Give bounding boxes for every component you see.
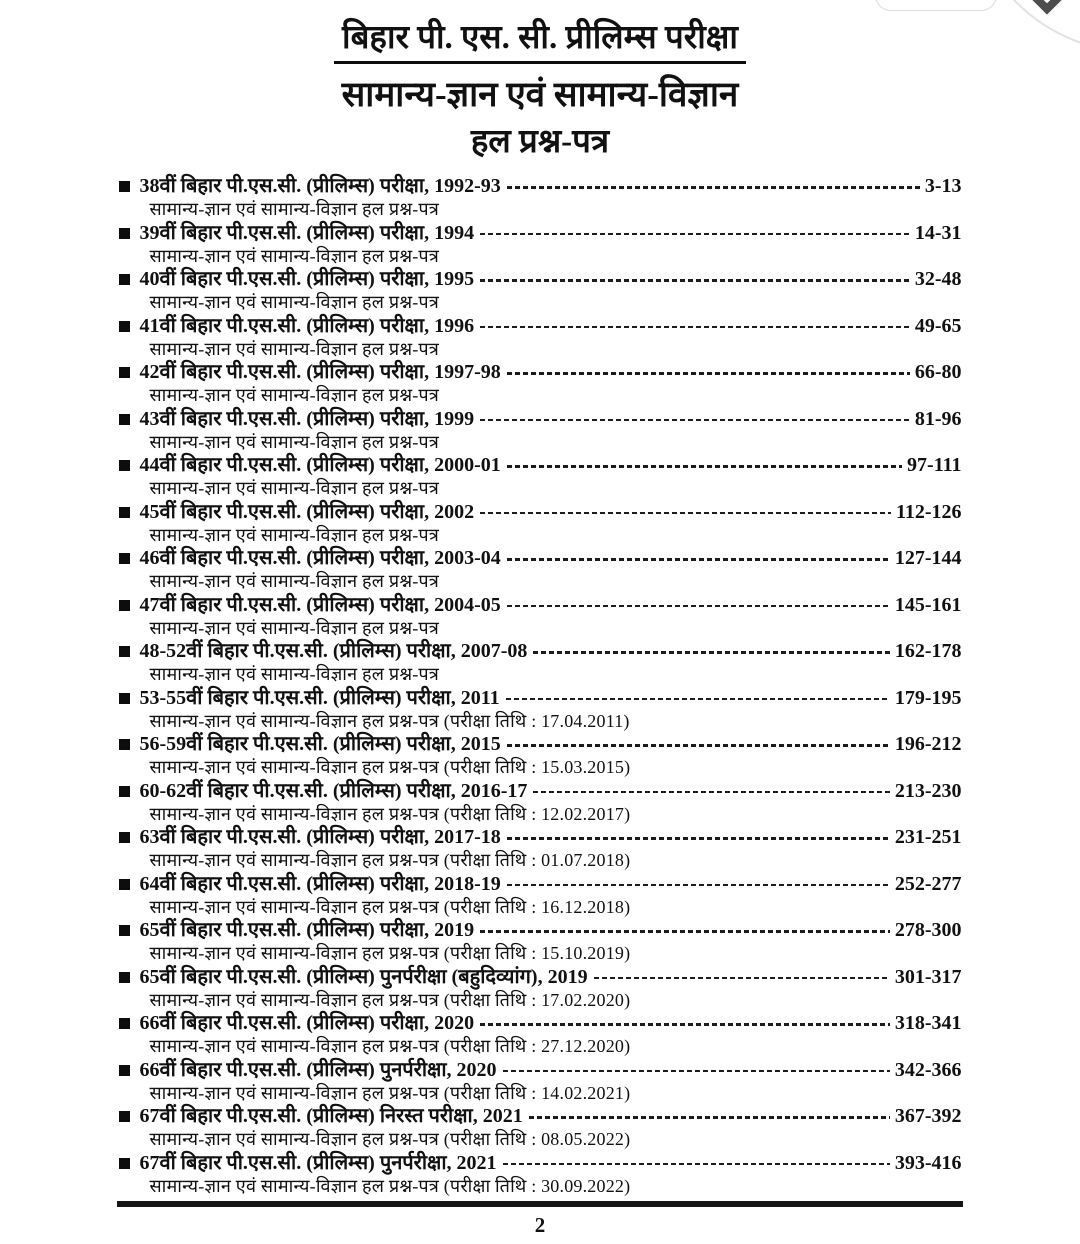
square-bullet-icon (119, 972, 130, 983)
entry-subtitle: सामान्य-ज्ञान एवं सामान्य-विज्ञान हल प्रश्न-पत्र (परीक्षा तिथि : 01.07.2018) (149, 850, 631, 870)
entry-subtitle: सामान्य-ज्ञान एवं सामान्य-विज्ञान हल प्रश्न-पत्र (149, 385, 439, 405)
toc-entry (119, 732, 962, 779)
entry-title: 48-52वीं बिहार पी.एस.सी. (प्रीलिम्स) परीक्षा, 2007-08 (139, 640, 528, 662)
entry-subtitle: सामान्य-ज्ञान एवं सामान्य-विज्ञान हल प्रश्न-पत्र (149, 524, 439, 545)
toc-list (119, 174, 962, 1197)
dotted-leader (507, 372, 910, 375)
dotted-leader (480, 233, 910, 236)
entry-title: 38वीं बिहार पी.एस.सी. (प्रीलिम्स) परीक्षा, 1992-93 (139, 175, 501, 197)
page-number: 2 (534, 1213, 546, 1237)
entry-title: 43वीं बिहार पी.एस.सी. (प्रीलिम्स) परीक्षा, 1999 (139, 407, 475, 430)
entry-page-range: 318-341 (894, 1012, 962, 1034)
entry-title: 67वीं बिहार पी.एस.सी. (प्रीलिम्स) पुनर्परीक्षा, 2021 (139, 1151, 497, 1174)
square-bullet-icon (119, 1018, 130, 1029)
entry-page-range: 231-251 (894, 826, 962, 848)
square-bullet-icon (119, 786, 130, 797)
dotted-leader (480, 279, 910, 282)
dotted-leader (480, 419, 910, 422)
entry-title: 47वीं बिहार पी.एस.सी. (प्रीलिम्स) परीक्षा, 2004-05 (139, 593, 501, 616)
square-bullet-icon (119, 646, 130, 657)
toc-entry (119, 965, 962, 1012)
entry-page-range: 97-111 (907, 454, 962, 476)
toc-entry (119, 267, 962, 314)
toc-entry-title-row (119, 732, 962, 757)
entry-subtitle: सामान्य-ज्ञान एवं सामान्य-विज्ञान हल प्रश्न-पत्र (परीक्षा तिथि : 30.09.2022) (149, 1175, 631, 1196)
toc-entry-title-row (119, 918, 962, 943)
entry-title: 40वीं बिहार पी.एस.सी. (प्रीलिम्स) परीक्षा, 1995 (139, 268, 475, 290)
chevron-down-icon[interactable] (1032, 0, 1062, 16)
entry-page-range: 196-212 (894, 733, 962, 755)
dotted-leader (507, 558, 890, 561)
toc-entry-title-row (119, 965, 962, 990)
entry-page-range: 301-317 (894, 965, 962, 988)
toc-entry (119, 546, 962, 593)
entry-page-range: 393-416 (894, 1151, 962, 1174)
toc-entry-title-row (119, 1104, 962, 1129)
dotted-leader (480, 512, 891, 515)
toc-entry (119, 1104, 962, 1151)
entry-title: 66वीं बिहार पी.एस.सी. (प्रीलिम्स) परीक्षा, 2020 (139, 1012, 475, 1034)
entry-subtitle: सामान्य-ज्ञान एवं सामान्य-विज्ञान हल प्रश्न-पत्र (परीक्षा तिथि : 12.02.2017) (149, 803, 631, 824)
entry-title: 42वीं बिहार पी.एस.सी. (प्रीलिम्स) परीक्षा, 1997-98 (139, 361, 501, 383)
toc-entry (119, 639, 962, 686)
toc-entry-title-row (119, 174, 962, 199)
dotted-leader (507, 186, 920, 189)
dotted-leader (506, 698, 890, 701)
dotted-leader (507, 605, 890, 608)
entry-title: 64वीं बिहार पी.एस.सी. (प्रीलिम्स) परीक्षा, 2018-19 (139, 872, 501, 895)
toc-entry-title-row (119, 453, 962, 478)
entry-title: 39वीं बिहार पी.एस.सी. (प्रीलिम्स) परीक्षा, 1994 (139, 221, 475, 244)
square-bullet-icon (119, 507, 130, 518)
entry-subtitle: सामान्य-ज्ञान एवं सामान्य-विज्ञान हल प्रश्न-पत्र (परीक्षा तिथि : 15.03.2015) (149, 757, 631, 777)
entry-page-range: 278-300 (894, 919, 962, 941)
toc-entry (119, 1058, 962, 1105)
toc-entry-title-row (119, 593, 962, 618)
toc-entry-title-row (119, 546, 962, 571)
entry-subtitle: सामान्य-ज्ञान एवं सामान्य-विज्ञान हल प्रश्न-पत्र (149, 664, 439, 684)
square-bullet-icon (119, 925, 130, 936)
entry-page-range: 32-48 (914, 268, 962, 290)
dotted-leader (480, 1023, 890, 1026)
dotted-leader (480, 326, 910, 329)
entry-title: 56-59वीं बिहार पी.एस.सी. (प्रीलिम्स) परीक्षा, 2015 (139, 733, 501, 755)
entry-page-range: 162-178 (894, 640, 962, 662)
entry-title: 60-62वीं बिहार पी.एस.सी. (प्रीलिम्स) परीक्षा, 2016-17 (139, 779, 528, 802)
entry-title: 53-55वीं बिहार पी.एस.सी. (प्रीलिम्स) परीक्षा, 2011 (139, 686, 500, 709)
entry-subtitle: सामान्य-ज्ञान एवं सामान्य-विज्ञान हल प्रश्न-पत्र (परीक्षा तिथि : 15.10.2019) (149, 943, 631, 963)
toc-entry-title-row (119, 779, 962, 804)
entry-subtitle: सामान्य-ज्ञान एवं सामान्य-विज्ञान हल प्रश्न-पत्र (149, 478, 439, 498)
entry-page-range: 367-392 (894, 1105, 962, 1127)
toc-entry (119, 407, 962, 454)
entry-page-range: 145-161 (894, 593, 962, 616)
toc-entry (119, 221, 962, 268)
dotted-leader (507, 884, 890, 887)
entry-title: 66वीं बिहार पी.एस.सी. (प्रीलिम्स) पुनर्परीक्षा, 2020 (139, 1058, 497, 1081)
page-subtitle-2: हल प्रश्न-पत्र (470, 124, 610, 160)
dotted-leader (503, 1163, 890, 1166)
toc-entry (119, 918, 962, 965)
page-header (0, 0, 1080, 161)
entry-page-range: 112-126 (895, 500, 962, 523)
entry-subtitle: सामान्य-ज्ञान एवं सामान्य-विज्ञान हल प्रश्न-पत्र (149, 199, 439, 219)
toc-entry (119, 825, 962, 872)
square-bullet-icon (119, 367, 130, 378)
dotted-leader (594, 977, 890, 980)
entry-subtitle: सामान्य-ज्ञान एवं सामान्य-विज्ञान हल प्रश्न-पत्र (परीक्षा तिथि : 17.04.2011) (149, 710, 630, 731)
dotted-leader (503, 1070, 890, 1073)
square-bullet-icon (119, 600, 130, 611)
toc-entry-title-row (119, 407, 962, 432)
entry-page-range: 213-230 (894, 779, 962, 802)
square-bullet-icon (119, 228, 130, 239)
toc-entry (119, 779, 962, 826)
toc-entry (119, 1011, 962, 1058)
toc-entry-title-row (119, 267, 962, 292)
footer-rule (117, 1201, 963, 1207)
entry-subtitle: सामान्य-ज्ञान एवं सामान्य-विज्ञान हल प्रश्न-पत्र (परीक्षा तिथि : 08.05.2022) (149, 1129, 631, 1149)
square-bullet-icon (119, 274, 130, 285)
entry-subtitle: सामान्य-ज्ञान एवं सामान्य-विज्ञान हल प्रश्न-पत्र (149, 292, 439, 312)
toc-entry-title-row (119, 686, 962, 711)
entry-subtitle: सामान्य-ज्ञान एवं सामान्य-विज्ञान हल प्रश्न-पत्र (परीक्षा तिथि : 14.02.2021) (149, 1082, 631, 1103)
entry-title: 46वीं बिहार पी.एस.सी. (प्रीलिम्स) परीक्षा, 2003-04 (139, 547, 501, 569)
entry-subtitle: सामान्य-ज्ञान एवं सामान्य-विज्ञान हल प्रश्न-पत्र (परीक्षा तिथि : 27.12.2020) (149, 1036, 631, 1056)
entry-title: 41वीं बिहार पी.एस.सी. (प्रीलिम्स) परीक्षा, 1996 (139, 314, 475, 337)
entry-page-range: 81-96 (914, 407, 962, 430)
entry-page-range: 252-277 (894, 872, 962, 895)
square-bullet-icon (119, 879, 130, 890)
toc-entry (119, 1151, 962, 1198)
square-bullet-icon (119, 181, 130, 192)
dotted-leader (533, 651, 889, 654)
entry-title: 44वीं बिहार पी.एस.सी. (प्रीलिम्स) परीक्षा, 2000-01 (139, 454, 501, 476)
square-bullet-icon (119, 1065, 130, 1076)
dotted-leader (507, 744, 890, 747)
entry-subtitle: सामान्य-ज्ञान एवं सामान्य-विज्ञान हल प्रश्न-पत्र (149, 571, 439, 591)
entry-page-range: 127-144 (894, 547, 962, 569)
dotted-leader (507, 465, 902, 468)
toc-entry (119, 360, 962, 407)
page-subtitle: सामान्य-ज्ञान एवं सामान्य-विज्ञान (341, 75, 739, 114)
square-bullet-icon (119, 1111, 130, 1122)
entry-page-range: 49-65 (914, 314, 962, 337)
entry-subtitle: सामान्य-ज्ञान एवं सामान्य-विज्ञान हल प्रश्न-पत्र (149, 431, 439, 452)
toc-entry (119, 314, 962, 361)
entry-title: 65वीं बिहार पी.एस.सी. (प्रीलिम्स) परीक्षा, 2019 (139, 919, 475, 941)
entry-page-range: 14-31 (914, 221, 962, 244)
square-bullet-icon (119, 693, 130, 704)
toc-entry-title-row (119, 360, 962, 385)
entry-page-range: 342-366 (894, 1058, 962, 1081)
toc-entry (119, 872, 962, 919)
dotted-leader (507, 837, 890, 840)
toc-entry-title-row (119, 314, 962, 339)
square-bullet-icon (119, 1158, 130, 1169)
dotted-leader (533, 791, 889, 794)
page-indicator-pill (875, 0, 997, 11)
entry-title: 45वीं बिहार पी.एस.सी. (प्रीलिम्स) परीक्षा, 2002 (139, 500, 475, 523)
toc-entry-title-row (119, 1058, 962, 1083)
entry-subtitle: सामान्य-ज्ञान एवं सामान्य-विज्ञान हल प्रश्न-पत्र (149, 338, 439, 359)
toc-entry-title-row (119, 1011, 962, 1036)
square-bullet-icon (119, 414, 130, 425)
entry-subtitle: सामान्य-ज्ञान एवं सामान्य-विज्ञान हल प्रश्न-पत्र (परीक्षा तिथि : 17.02.2020) (149, 989, 631, 1010)
square-bullet-icon (119, 321, 130, 332)
entry-page-range: 3-13 (924, 175, 962, 197)
toc-entry (119, 174, 962, 221)
entry-title: 65वीं बिहार पी.एस.सी. (प्रीलिम्स) पुनर्परीक्षा (बहुदिव्यांग), 2019 (139, 965, 588, 988)
dotted-leader (480, 930, 890, 933)
entry-subtitle: सामान्य-ज्ञान एवं सामान्य-विज्ञान हल प्रश्न-पत्र (परीक्षा तिथि : 16.12.2018) (149, 896, 631, 917)
entry-page-range: 179-195 (894, 686, 962, 709)
toc-entry (119, 686, 962, 733)
entry-page-range: 66-80 (914, 361, 962, 383)
toc-entry (119, 500, 962, 547)
toc-entry-title-row (119, 221, 962, 246)
square-bullet-icon (119, 832, 130, 843)
toc-entry-title-row (119, 872, 962, 897)
toc-entry-title-row (119, 825, 962, 850)
entry-subtitle: सामान्य-ज्ञान एवं सामान्य-विज्ञान हल प्रश्न-पत्र (149, 617, 439, 638)
square-bullet-icon (119, 553, 130, 564)
square-bullet-icon (119, 739, 130, 750)
toc-entry (119, 593, 962, 640)
toc-entry-title-row (119, 639, 962, 664)
toc-entry-title-row (119, 500, 962, 525)
entry-subtitle: सामान्य-ज्ञान एवं सामान्य-विज्ञान हल प्रश्न-पत्र (149, 245, 439, 266)
toc-entry (119, 453, 962, 500)
toc-entry-title-row (119, 1151, 962, 1176)
entry-title: 67वीं बिहार पी.एस.सी. (प्रीलिम्स) निरस्त परीक्षा, 2021 (139, 1105, 523, 1127)
square-bullet-icon (119, 460, 130, 471)
page-title: बिहार पी. एस. सी. प्रीलिम्स परीक्षा (334, 18, 746, 64)
dotted-leader (529, 1116, 890, 1119)
entry-title: 63वीं बिहार पी.एस.सी. (प्रीलिम्स) परीक्षा, 2017-18 (139, 826, 501, 848)
